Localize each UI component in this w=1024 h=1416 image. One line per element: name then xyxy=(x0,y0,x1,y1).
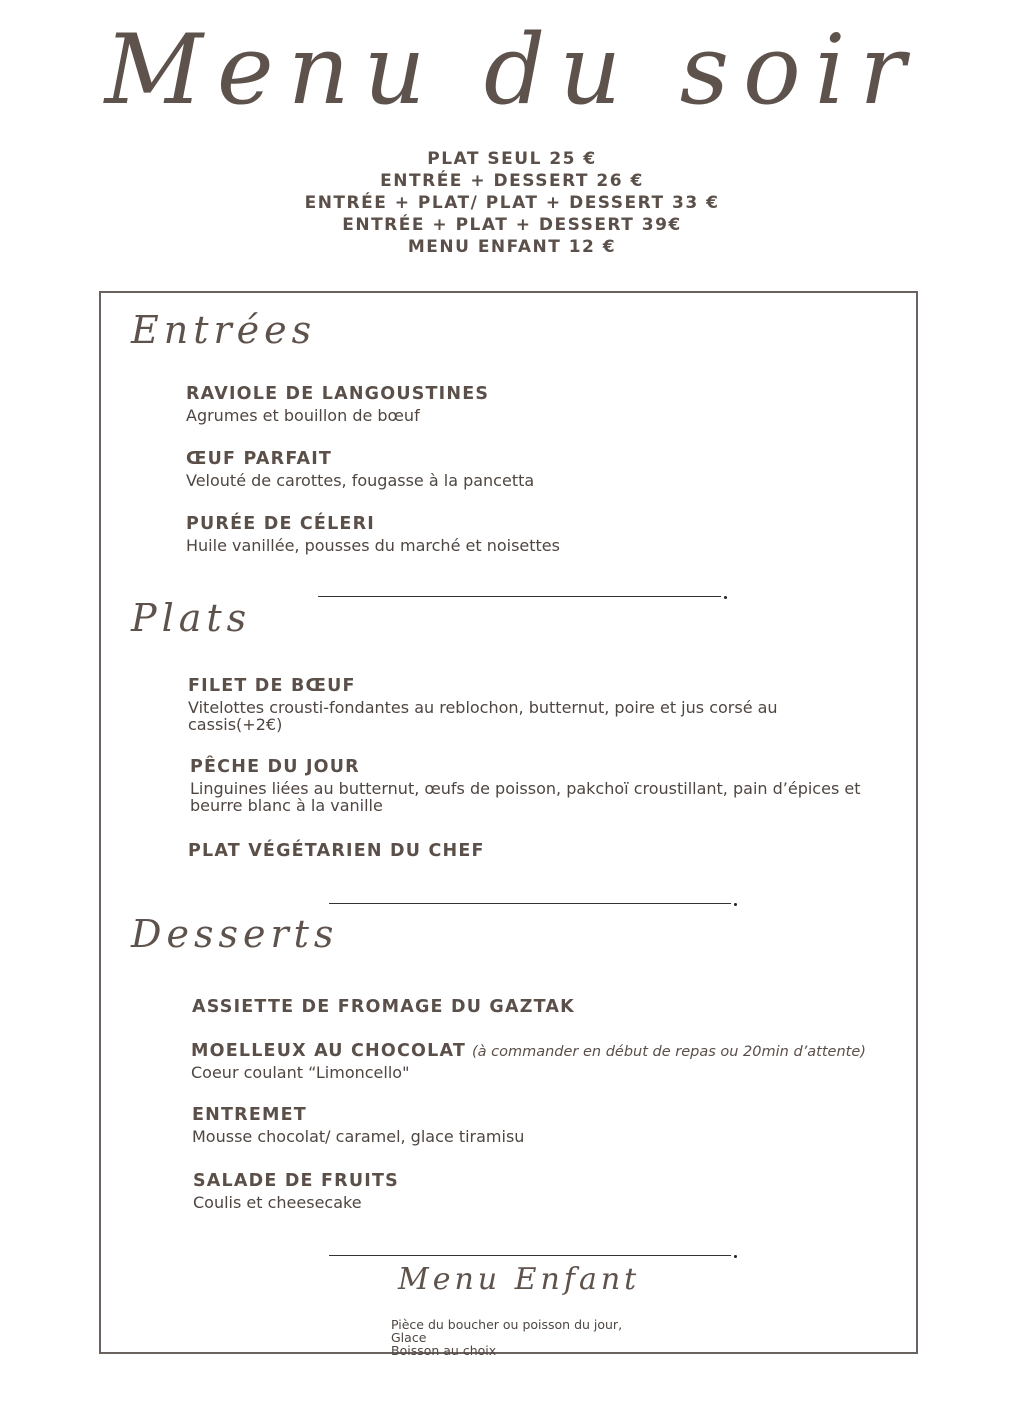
dish-item xyxy=(193,1171,893,1211)
dish-name: PURÉE DE CÉLERI xyxy=(186,514,375,534)
menu-enfant-line: Boisson au choix xyxy=(391,1343,497,1358)
price-line: PLAT SEUL 25 € xyxy=(427,149,597,169)
dish-item xyxy=(192,1105,892,1145)
dish-description: Huile vanillée, pousses du marché et noisettes xyxy=(186,536,560,555)
section-divider xyxy=(329,903,731,904)
dish-name: SALADE DE FRUITS xyxy=(193,1171,399,1191)
dish-item xyxy=(188,676,868,733)
menu-enfant-line: Pièce du boucher ou poisson du jour, xyxy=(391,1317,623,1332)
dish-name: ASSIETTE DE FROMAGE DU GAZTAK xyxy=(192,997,575,1017)
dish-description: Velouté de carottes, fougasse à la pancetta xyxy=(186,471,535,490)
dish-description: Coeur coulant “Limoncello" xyxy=(191,1063,410,1082)
price-line: ENTRÉE + DESSERT 26 € xyxy=(380,171,644,191)
menu-enfant-details xyxy=(391,1318,622,1357)
price-line: ENTRÉE + PLAT/ PLAT + DESSERT 33 € xyxy=(304,193,720,213)
price-line: ENTRÉE + PLAT + DESSERT 39€ xyxy=(342,215,682,235)
section-divider xyxy=(329,1255,731,1256)
dish-item xyxy=(188,841,868,861)
dish-note: (à commander en début de repas ou 20min d’attente) xyxy=(471,1044,866,1060)
dish-item xyxy=(186,514,886,554)
dish-description: Agrumes et bouillon de bœuf xyxy=(186,406,420,425)
dish-item xyxy=(190,757,870,814)
dish-name: ŒUF PARFAIT xyxy=(186,449,333,469)
price-list xyxy=(0,148,1024,258)
price-line: MENU ENFANT 12 € xyxy=(407,237,617,257)
section-title-menu-enfant: Menu Enfant xyxy=(398,1262,641,1297)
dish-name: RAVIOLE DE LANGOUSTINES xyxy=(186,384,490,404)
dish-name: FILET DE BŒUF xyxy=(188,676,356,696)
dish-name: ENTREMET xyxy=(192,1105,307,1125)
dish-item xyxy=(186,449,886,489)
section-divider xyxy=(318,596,721,597)
dish-name: MOELLEUX AU CHOCOLAT xyxy=(191,1041,466,1061)
dish-description: Linguines liées au butternut, œufs de poisson, pakchoï croustillant, pain d’épices et beurre blanc à la vanille xyxy=(190,779,861,815)
dish-description: Coulis et cheesecake xyxy=(193,1193,362,1212)
menu-enfant-line: Glace xyxy=(391,1330,427,1345)
dish-item xyxy=(186,384,886,424)
dish-name: PÊCHE DU JOUR xyxy=(190,757,360,777)
section-title-plats: Plats xyxy=(131,596,252,640)
menu-title: Menu du soir xyxy=(104,14,920,126)
dish-name: PLAT VÉGÉTARIEN DU CHEF xyxy=(188,841,485,861)
dish-description: Vitelottes crousti-fondantes au reblochon, butternut, poire et jus corsé au cassis(+2€) xyxy=(188,698,778,734)
section-title-entrees: Entrées xyxy=(131,308,317,352)
dish-description: Mousse chocolat/ caramel, glace tiramisu xyxy=(192,1127,525,1146)
section-title-desserts: Desserts xyxy=(131,912,339,956)
dish-item xyxy=(192,997,892,1017)
dish-item xyxy=(191,1041,911,1081)
